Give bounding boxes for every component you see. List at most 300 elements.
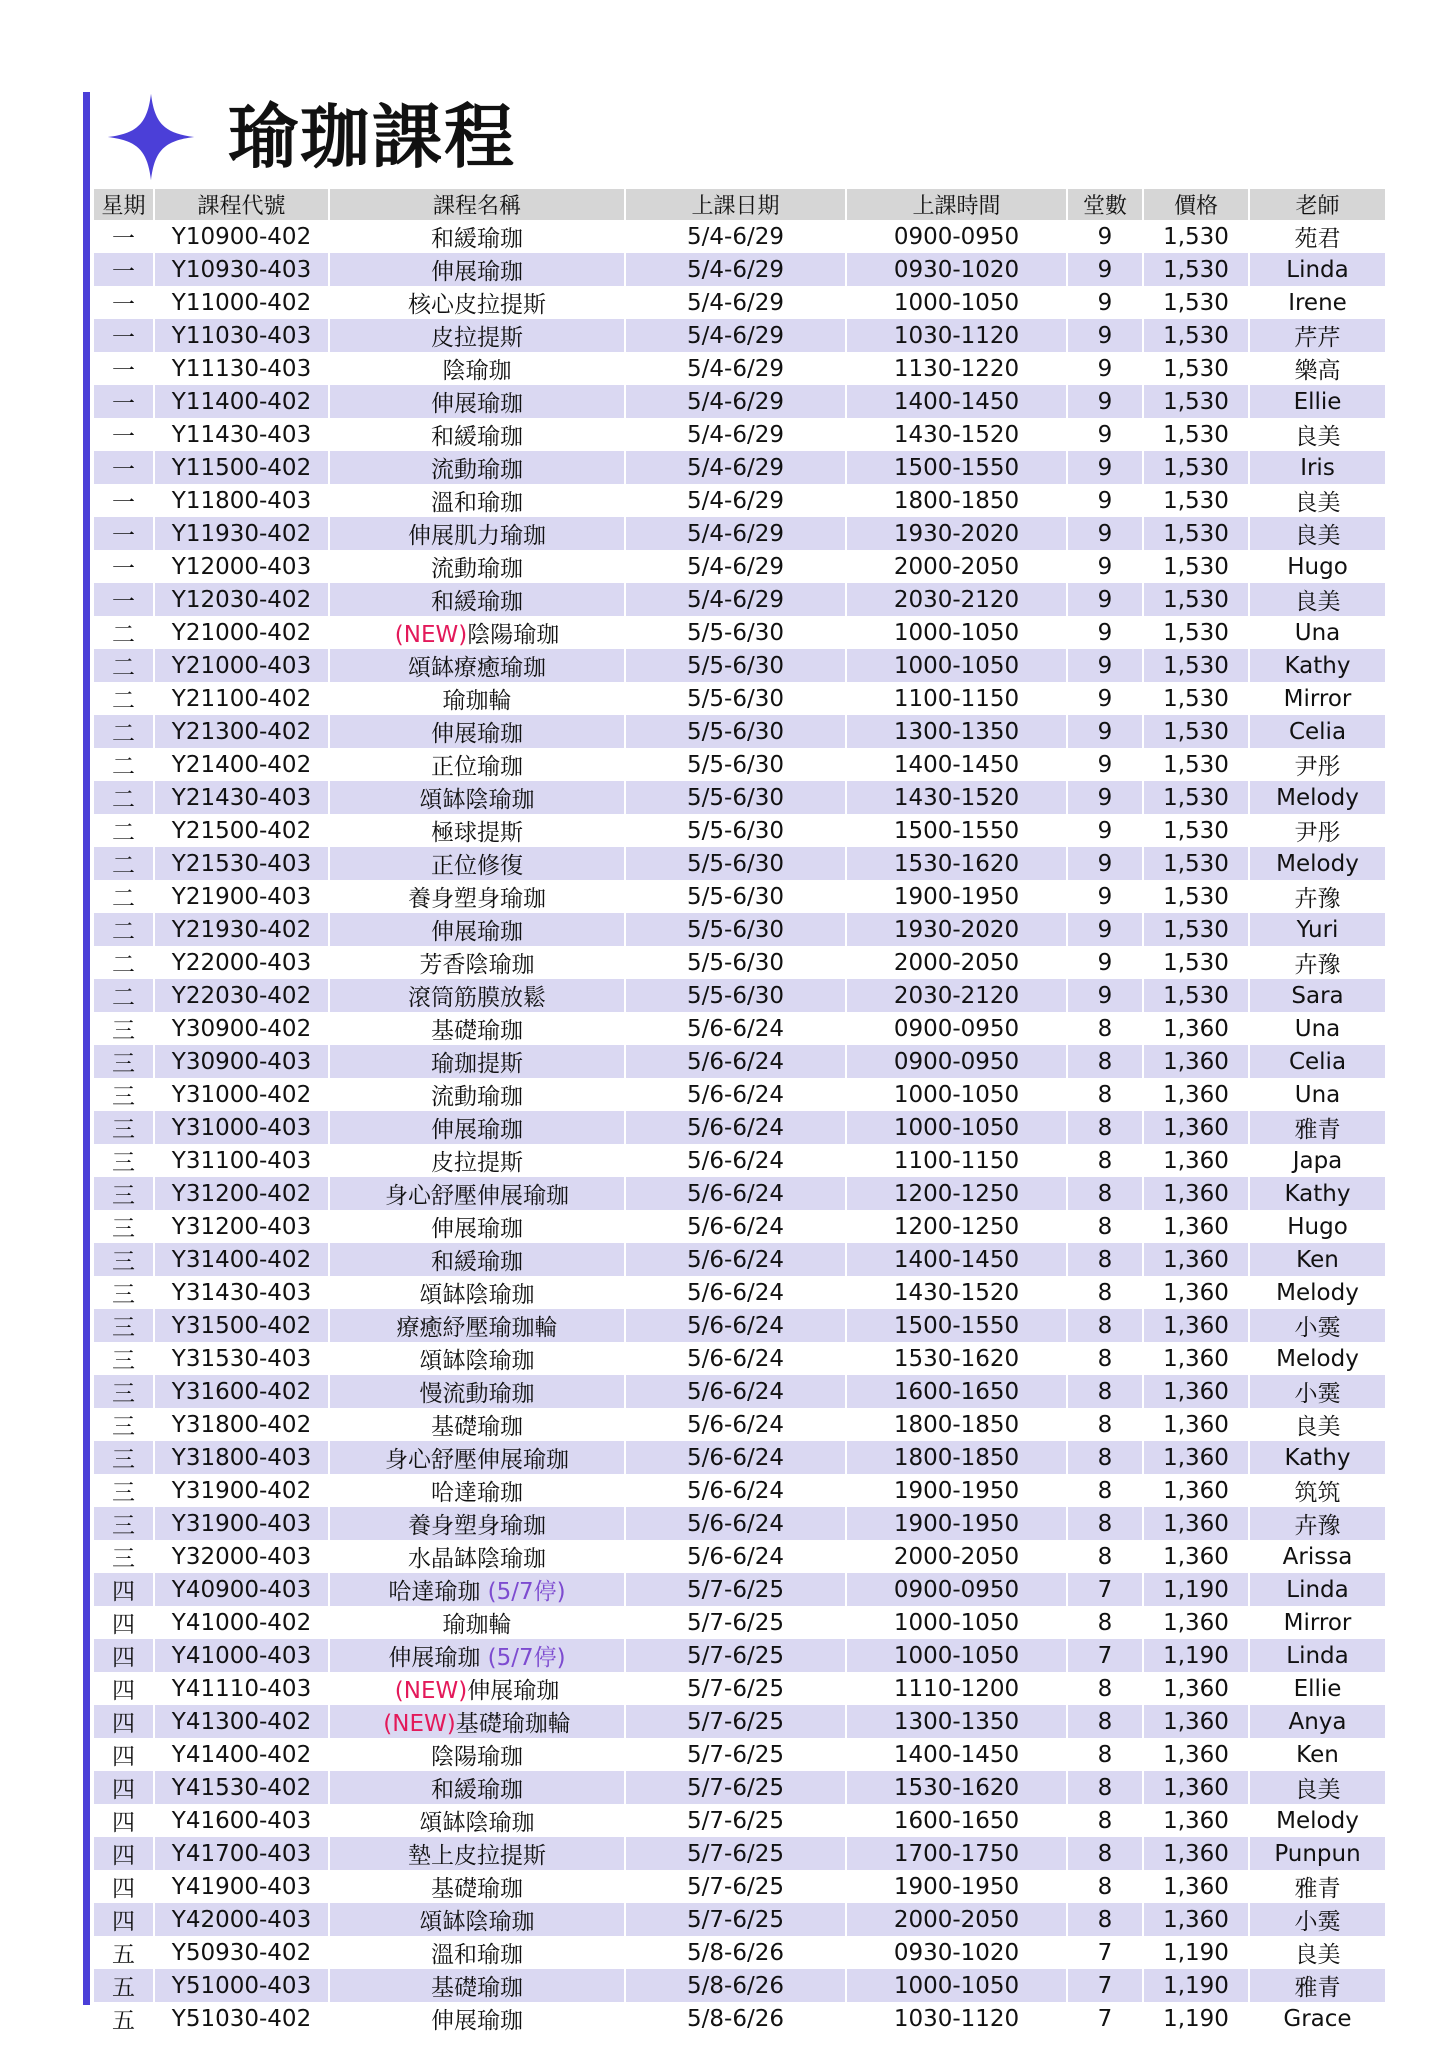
cell-dates: 5/7-6/25 [626,1903,845,1936]
cell-teacher: Linda [1250,1573,1385,1606]
cell-name [330,1144,624,1177]
cell-teacher: Mirror [1283,1609,1352,1636]
cell-price: 1,360 [1144,1903,1248,1936]
table-row [94,682,1385,715]
cell-dates: 5/4-6/29 [687,289,784,316]
course-name: 伸展瑜珈 [431,259,523,285]
cell-sessions: 8 [1097,1609,1113,1636]
table-row [94,1870,1385,1903]
table-row [94,352,1385,385]
course-name: 陰瑜珈 [442,358,512,384]
cell-sessions: 8 [1068,1375,1142,1408]
cell-name [330,1012,624,1045]
cell-sessions: 7 [1068,1639,1142,1672]
cell-name [330,1276,624,1309]
cell-sessions: 8 [1068,1705,1142,1738]
cell-price: 1,530 [1163,751,1229,778]
cell-code: Y10900-402 [171,223,312,250]
cell-code: Y41700-403 [155,1837,328,1870]
cell-time: 1130-1220 [893,355,1020,382]
cell-dates: 5/4-6/29 [626,517,845,550]
cell-dates: 5/8-6/26 [687,2005,784,2032]
cell-time: 1030-1120 [847,319,1066,352]
cell-time: 1530-1620 [847,1771,1066,1804]
table-row [94,1375,1385,1408]
cell-day: 一 [112,292,135,318]
cell-price: 1,530 [1144,319,1248,352]
cell-teacher: 尹彤 [1294,820,1341,846]
cell-day: 五 [94,1969,153,2002]
cell-dates: 5/6-6/24 [687,1543,784,1570]
table-row [94,1672,1385,1705]
cell-price: 1,530 [1144,979,1248,1012]
table-row [94,2002,1385,2035]
cell-time: 1000-1050 [893,289,1020,316]
cell-name [330,847,624,880]
cell-teacher: Linda [1250,253,1385,286]
table-row [94,880,1385,913]
cell-teacher: Yuri [1250,913,1385,946]
course-name: 皮拉提斯 [431,325,523,351]
cell-teacher: Ken [1296,1741,1339,1768]
cell-time: 1030-1120 [893,2005,1020,2032]
course-name: 伸展瑜珈 [431,2008,523,2034]
cell-name [330,1606,624,1639]
cell-teacher: Ellie [1293,1675,1342,1702]
cell-time: 1430-1520 [893,421,1020,448]
course-name: 陰陽瑜珈 [431,1744,523,1770]
table-row [94,781,1385,814]
course-name: 伸展瑜珈 [431,919,523,945]
cell-sessions: 9 [1097,223,1113,250]
course-name: 身心舒壓伸展瑜珈 [385,1447,569,1473]
cell-teacher: Melody [1276,1345,1359,1372]
cell-day: 一 [94,385,153,418]
cell-name [330,1936,624,1969]
cell-teacher: 小霙 [1250,1309,1385,1342]
cell-name [330,484,624,517]
table-row [94,319,1385,352]
cell-code: Y41600-403 [171,1807,312,1834]
cell-teacher: Celia [1250,1045,1385,1078]
cell-price: 1,360 [1163,1345,1229,1372]
cell-day: 三 [112,1216,135,1242]
cell-sessions: 8 [1068,1111,1142,1144]
cell-price: 1,360 [1163,1609,1229,1636]
cell-teacher: 良美 [1250,583,1385,616]
cell-dates: 5/5-6/30 [687,619,784,646]
cell-code: Y30900-402 [171,1015,312,1042]
cell-time: 0900-0950 [893,223,1020,250]
cell-time: 2000-2050 [893,949,1020,976]
cell-sessions: 9 [1097,751,1113,778]
table-row [94,253,1385,286]
cell-dates: 5/5-6/30 [687,883,784,910]
cell-price: 1,360 [1163,1081,1229,1108]
course-name: 瑜珈輪 [442,1612,512,1638]
cell-time: 1930-2020 [847,913,1066,946]
cell-teacher: Hugo [1287,553,1348,580]
cell-day: 二 [94,847,153,880]
table-row [94,1474,1385,1507]
cell-teacher: 尹彤 [1294,754,1341,780]
cell-dates: 5/7-6/25 [687,1609,784,1636]
cell-price: 1,530 [1163,553,1229,580]
cell-time: 1530-1620 [893,1345,1020,1372]
cell-price: 1,530 [1144,715,1248,748]
cell-teacher: Iris [1250,451,1385,484]
course-name: 哈達瑜珈 [431,1480,523,1506]
cell-dates: 5/4-6/29 [626,583,845,616]
cell-dates: 5/6-6/24 [626,1243,845,1276]
table-row [94,649,1385,682]
cell-code: Y31500-402 [155,1309,328,1342]
cell-price: 1,360 [1144,1309,1248,1342]
cell-name [330,1474,624,1507]
cell-price: 1,360 [1144,1441,1248,1474]
cell-day: 一 [94,253,153,286]
cell-sessions: 8 [1097,1015,1113,1042]
cell-dates: 5/6-6/24 [687,1411,784,1438]
cell-teacher: Kathy [1250,1177,1385,1210]
cell-sessions: 9 [1068,517,1142,550]
cell-sessions: 8 [1097,1543,1113,1570]
cell-name [330,1177,624,1210]
cell-teacher: 芹芹 [1250,319,1385,352]
cell-dates: 5/6-6/24 [687,1147,784,1174]
cell-code: Y21500-402 [171,817,312,844]
table-row [94,1144,1385,1177]
cell-name [330,880,624,913]
cell-dates: 5/7-6/25 [687,1807,784,1834]
table-row [94,1540,1385,1573]
cell-day: 三 [112,1084,135,1110]
cell-code: Y12000-403 [171,553,312,580]
cell-teacher: 良美 [1250,1771,1385,1804]
cell-time: 1000-1050 [847,649,1066,682]
cell-price: 1,360 [1144,1045,1248,1078]
cell-time: 1600-1650 [893,1807,1020,1834]
course-name: 伸展瑜珈 [431,1117,523,1143]
cell-dates: 5/4-6/29 [626,451,845,484]
cell-teacher: Sara [1250,979,1385,1012]
cell-code: Y21530-403 [155,847,328,880]
cell-day: 四 [112,1744,135,1770]
cell-price: 1,360 [1144,1177,1248,1210]
cell-day: 三 [94,1045,153,1078]
cell-name [330,946,624,979]
cell-day: 三 [94,1375,153,1408]
cell-code: Y41000-402 [171,1609,312,1636]
cell-teacher: Japa [1292,1147,1343,1174]
course-name: 和緩瑜珈 [431,1249,523,1275]
table-row [94,286,1385,319]
course-name: 伸展肌力瑜珈 [408,523,546,549]
cell-code: Y22030-402 [155,979,328,1012]
cell-sessions: 8 [1097,1411,1113,1438]
cell-price: 1,530 [1163,355,1229,382]
cell-day: 一 [112,556,135,582]
cell-day: 四 [112,1612,135,1638]
cell-code: Y31800-403 [155,1441,328,1474]
cell-sessions: 8 [1068,1177,1142,1210]
cell-time: 1000-1050 [847,1111,1066,1144]
cell-code: Y11430-403 [171,421,312,448]
cell-dates: 5/6-6/24 [687,1279,784,1306]
cell-time: 2000-2050 [893,553,1020,580]
cell-day: 二 [94,781,153,814]
cell-day: 二 [112,754,135,780]
course-name: 陰陽瑜珈 [467,622,560,648]
cell-teacher: Melody [1276,1807,1359,1834]
cell-day: 三 [112,1018,135,1044]
table-row [94,1243,1385,1276]
cell-code: Y31530-403 [171,1345,312,1372]
course-name: 瑜珈輪 [442,688,512,714]
cell-sessions: 9 [1068,253,1142,286]
cell-code: Y31800-402 [171,1411,312,1438]
cell-name [330,517,624,550]
cell-code: Y30900-403 [155,1045,328,1078]
course-table [92,189,1387,2035]
cell-dates: 5/7-6/25 [626,1705,845,1738]
cell-code: Y21300-402 [155,715,328,748]
cell-day: 四 [94,1705,153,1738]
cell-day: 一 [94,583,153,616]
cell-sessions: 9 [1068,583,1142,616]
cell-name [330,616,624,649]
cell-time: 0930-1020 [893,1939,1020,1966]
course-name: 皮拉提斯 [431,1150,523,1176]
cell-time: 1600-1650 [847,1375,1066,1408]
cell-day: 二 [94,649,153,682]
cell-teacher: Kathy [1250,1441,1385,1474]
course-name: 身心舒壓伸展瑜珈 [385,1183,569,1209]
header-day: 星期 [94,189,153,220]
cell-name [330,814,624,847]
cell-sessions: 9 [1068,913,1142,946]
cell-sessions: 9 [1097,685,1113,712]
cell-sessions: 8 [1068,1441,1142,1474]
cell-code: Y12030-402 [155,583,328,616]
cell-code: Y41900-403 [171,1873,312,1900]
table-row [94,616,1385,649]
course-name: 養身塑身瑜珈 [408,886,546,912]
cell-code: Y31200-402 [155,1177,328,1210]
table-row [94,946,1385,979]
cell-sessions: 9 [1097,421,1113,448]
cell-price: 1,530 [1144,253,1248,286]
cell-time: 1500-1550 [893,817,1020,844]
cell-teacher: 雅青 [1250,1111,1385,1144]
cell-price: 1,530 [1163,289,1229,316]
course-name: 和緩瑜珈 [431,589,523,615]
cell-teacher: Una [1294,1015,1341,1042]
cell-teacher: Hugo [1287,1213,1348,1240]
cell-dates: 5/5-6/30 [626,781,845,814]
cell-price: 1,530 [1163,685,1229,712]
table-row [94,1936,1385,1969]
header-teacher: 老師 [1250,189,1385,220]
course-name: 溫和瑜珈 [431,490,523,516]
header-sessions: 堂數 [1068,189,1142,220]
cell-price: 1,530 [1144,649,1248,682]
table-row [94,1507,1385,1540]
cell-code: Y31900-403 [155,1507,328,1540]
cell-name [330,1639,624,1672]
cell-dates: 5/7-6/25 [626,1573,845,1606]
cell-name [330,1903,624,1936]
cell-price: 1,190 [1163,2005,1229,2032]
cell-name [330,286,624,319]
cell-day: 一 [94,451,153,484]
course-name: 溫和瑜珈 [431,1942,523,1968]
cell-code: Y11030-403 [155,319,328,352]
table-row [94,1606,1385,1639]
course-name: 核心皮拉提斯 [408,292,546,318]
course-name: 慢流動瑜珈 [419,1381,535,1407]
cell-teacher: 雅青 [1294,1876,1341,1902]
table-row [94,1111,1385,1144]
course-name: 基礎瑜珈 [431,1018,523,1044]
cell-price: 1,360 [1163,1015,1229,1042]
cell-dates: 5/5-6/30 [687,751,784,778]
cell-price: 1,530 [1144,847,1248,880]
cell-dates: 5/6-6/24 [626,1375,845,1408]
cell-dates: 5/4-6/29 [687,421,784,448]
cell-price: 1,530 [1144,385,1248,418]
course-name: 頌缽陰瑜珈 [419,787,535,813]
cell-dates: 5/6-6/24 [687,1477,784,1504]
cell-time: 1000-1050 [893,619,1020,646]
cell-dates: 5/7-6/25 [626,1639,845,1672]
cell-price: 1,530 [1163,619,1229,646]
table-row [94,1705,1385,1738]
cell-dates: 5/7-6/25 [626,1771,845,1804]
cell-teacher: 小霙 [1250,1903,1385,1936]
cell-teacher: 卉豫 [1294,886,1341,912]
cell-teacher: Grace [1283,2005,1352,2032]
cell-sessions: 8 [1097,1147,1113,1174]
cell-day: 三 [94,1243,153,1276]
cell-sessions: 9 [1097,949,1113,976]
cell-code: Y21930-402 [155,913,328,946]
cell-price: 1,190 [1144,1639,1248,1672]
cell-time: 1300-1350 [847,715,1066,748]
cell-dates: 5/4-6/29 [687,553,784,580]
header-price: 價格 [1144,189,1248,220]
cell-day: 一 [112,424,135,450]
cell-price: 1,360 [1163,1213,1229,1240]
cell-name [330,781,624,814]
cell-price: 1,360 [1163,1807,1229,1834]
course-name: 水晶缽陰瑜珈 [408,1546,546,1572]
table-row [94,847,1385,880]
cell-time: 0930-1020 [847,253,1066,286]
cell-price: 1,530 [1144,781,1248,814]
cell-day: 三 [94,1441,153,1474]
course-name: 和緩瑜珈 [431,226,523,252]
table-header-row [94,189,1385,220]
cell-price: 1,530 [1163,883,1229,910]
cell-dates: 5/6-6/24 [626,1507,845,1540]
cell-sessions: 9 [1068,451,1142,484]
cell-name [330,1111,624,1144]
course-name: 基礎瑜珈 [431,1414,523,1440]
cell-day: 三 [112,1348,135,1374]
cell-teacher: Una [1294,1081,1341,1108]
cell-sessions: 8 [1097,1741,1113,1768]
cell-dates: 5/5-6/30 [687,817,784,844]
cell-price: 1,360 [1144,1243,1248,1276]
course-name: 療癒紓壓瑜珈輪 [396,1315,558,1341]
cell-teacher: Arissa [1282,1543,1353,1570]
cell-day: 三 [94,1309,153,1342]
cell-sessions: 8 [1068,1045,1142,1078]
cell-price: 1,360 [1144,1705,1248,1738]
course-name: 伸展瑜珈 [431,391,523,417]
cell-time: 1300-1350 [847,1705,1066,1738]
cell-teacher: Kathy [1250,649,1385,682]
cell-teacher: 良美 [1294,424,1341,450]
cell-sessions: 8 [1068,1309,1142,1342]
cell-sessions: 7 [1097,2005,1113,2032]
cell-time: 1200-1250 [847,1177,1066,1210]
cell-time: 1530-1620 [847,847,1066,880]
cell-code: Y31600-402 [155,1375,328,1408]
cell-name [330,1408,624,1441]
cell-sessions: 8 [1097,1477,1113,1504]
table-row [94,1342,1385,1375]
course-name: 伸展瑜珈 [431,721,523,747]
cell-dates: 5/8-6/26 [687,1939,784,1966]
course-name: 養身塑身瑜珈 [408,1513,546,1539]
cell-time: 1000-1050 [893,1081,1020,1108]
cell-day: 三 [112,1150,135,1176]
cell-time: 2000-2050 [847,1903,1066,1936]
suspended-note: (5/7停) [480,1645,566,1671]
cell-teacher: Melody [1276,1279,1359,1306]
cell-sessions: 8 [1097,1345,1113,1372]
cell-teacher: Linda [1250,1639,1385,1672]
new-tag: (NEW) [394,1678,468,1704]
suspended-note: (5/7停) [480,1579,566,1605]
cell-sessions: 9 [1068,781,1142,814]
cell-price: 1,360 [1144,1111,1248,1144]
cell-name [330,1375,624,1408]
cell-day: 一 [94,517,153,550]
cell-price: 1,360 [1163,1147,1229,1174]
cell-name [330,1837,624,1870]
cell-price: 1,190 [1163,1939,1229,1966]
cell-sessions: 9 [1097,817,1113,844]
table-row [94,385,1385,418]
cell-code: Y11930-402 [155,517,328,550]
cell-name [330,1507,624,1540]
cell-dates: 5/6-6/24 [626,1309,845,1342]
cell-day: 二 [112,820,135,846]
cell-price: 1,360 [1144,1507,1248,1540]
cell-day: 三 [94,1507,153,1540]
cell-dates: 5/7-6/25 [687,1741,784,1768]
cell-time: 1000-1050 [847,1639,1066,1672]
table-row [94,1276,1385,1309]
course-name: 和緩瑜珈 [431,1777,523,1803]
cell-name [330,220,624,253]
cell-price: 1,360 [1144,1375,1248,1408]
diamond-star-icon [106,92,196,182]
new-tag: (NEW) [394,622,468,648]
